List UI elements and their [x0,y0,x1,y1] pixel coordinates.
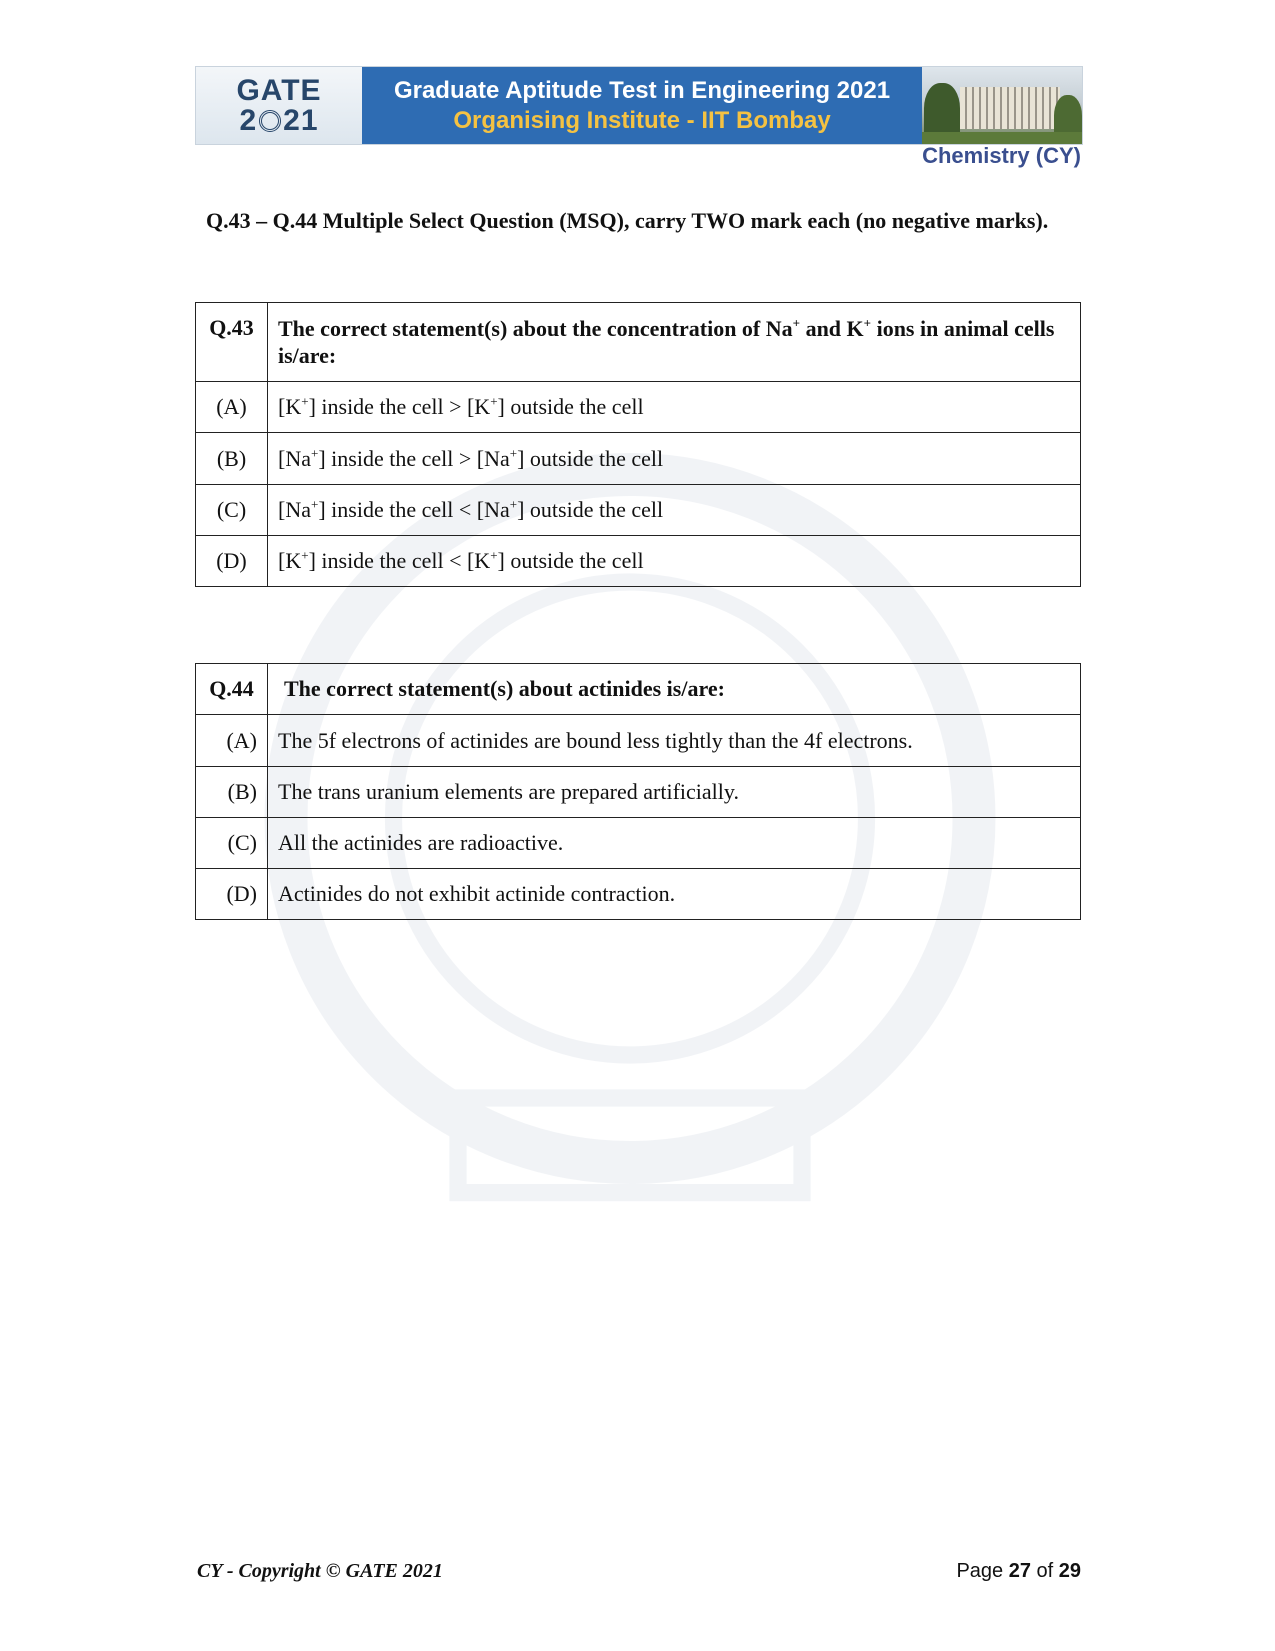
page-prefix: Page [956,1560,1009,1582]
logo-text: GATE [236,73,322,107]
option-text: [K+] inside the cell < [K+] outside the cell [268,536,1081,587]
section-heading: Q.43 – Q.44 Multiple Select Question (MSQ), carry TWO mark each (no negative marks). [206,208,1049,233]
campus-photo [922,67,1082,144]
question-table-q44 [195,663,1081,920]
question-number: Q.44 [196,664,268,715]
page-current: 27 [1008,1560,1031,1582]
option-label: (B) [196,433,268,485]
option-label: (C) [196,818,268,869]
logo-year-right: 21 [283,103,319,137]
option-row [196,715,1081,767]
banner-title: Graduate Aptitude Test in Engineering 2021 [393,76,891,104]
option-row [196,433,1081,485]
logo-year [239,103,319,137]
option-row [196,767,1081,818]
option-label: (B) [196,767,268,818]
option-text: All the actinides are radioactive. [268,818,1081,869]
option-text: The trans uranium elements are prepared artificially. [268,767,1081,818]
superscript: + [863,315,872,331]
question-number: Q.43 [196,303,268,382]
option-text: [Na+] inside the cell < [Na+] outside the cell [268,485,1081,536]
option-row [196,382,1081,433]
option-text: The 5f electrons of actinides are bound less tightly than the 4f electrons. [268,715,1081,767]
stem-text: and K [800,316,864,341]
option-row [196,536,1081,587]
option-text: Actinides do not exhibit actinide contraction. [268,869,1081,920]
option-label: (A) [196,382,268,433]
banner-subtitle: Organising Institute - IIT Bombay [453,106,831,134]
option-text: [K+] inside the cell > [K+] outside the cell [268,382,1081,433]
option-row [196,869,1081,920]
question-stem [268,303,1081,382]
question-row [196,303,1081,382]
option-row [196,485,1081,536]
question-row [196,664,1081,715]
tree-image [924,83,960,139]
page-of: of [1030,1560,1059,1582]
option-text: [Na+] inside the cell > [Na+] outside the cell [268,433,1081,485]
question-table-q43 [195,302,1081,587]
option-label: (D) [196,536,268,587]
option-label: (A) [196,715,268,767]
page-total: 29 [1058,1560,1081,1582]
gate-logo [196,67,362,144]
stem-text: The correct statement(s) about the concentration of Na [278,316,793,341]
logo-year-left: 2 [239,103,258,137]
header-banner [195,66,1083,145]
footer-copyright: CY - Copyright © GATE 2021 [197,1560,443,1582]
option-label: (C) [196,485,268,536]
page-number [956,1560,1081,1583]
stem-text: ions in animal cells is/are: [278,316,1055,368]
subject-label: Chemistry (CY) [922,143,1081,168]
question-stem: The correct statement(s) about actinides is/are: [268,664,1081,715]
superscript: + [792,315,801,331]
building-image [960,87,1060,129]
seal-icon [259,110,281,132]
option-row [196,818,1081,869]
banner-text [362,67,922,144]
option-label: (D) [196,869,268,920]
